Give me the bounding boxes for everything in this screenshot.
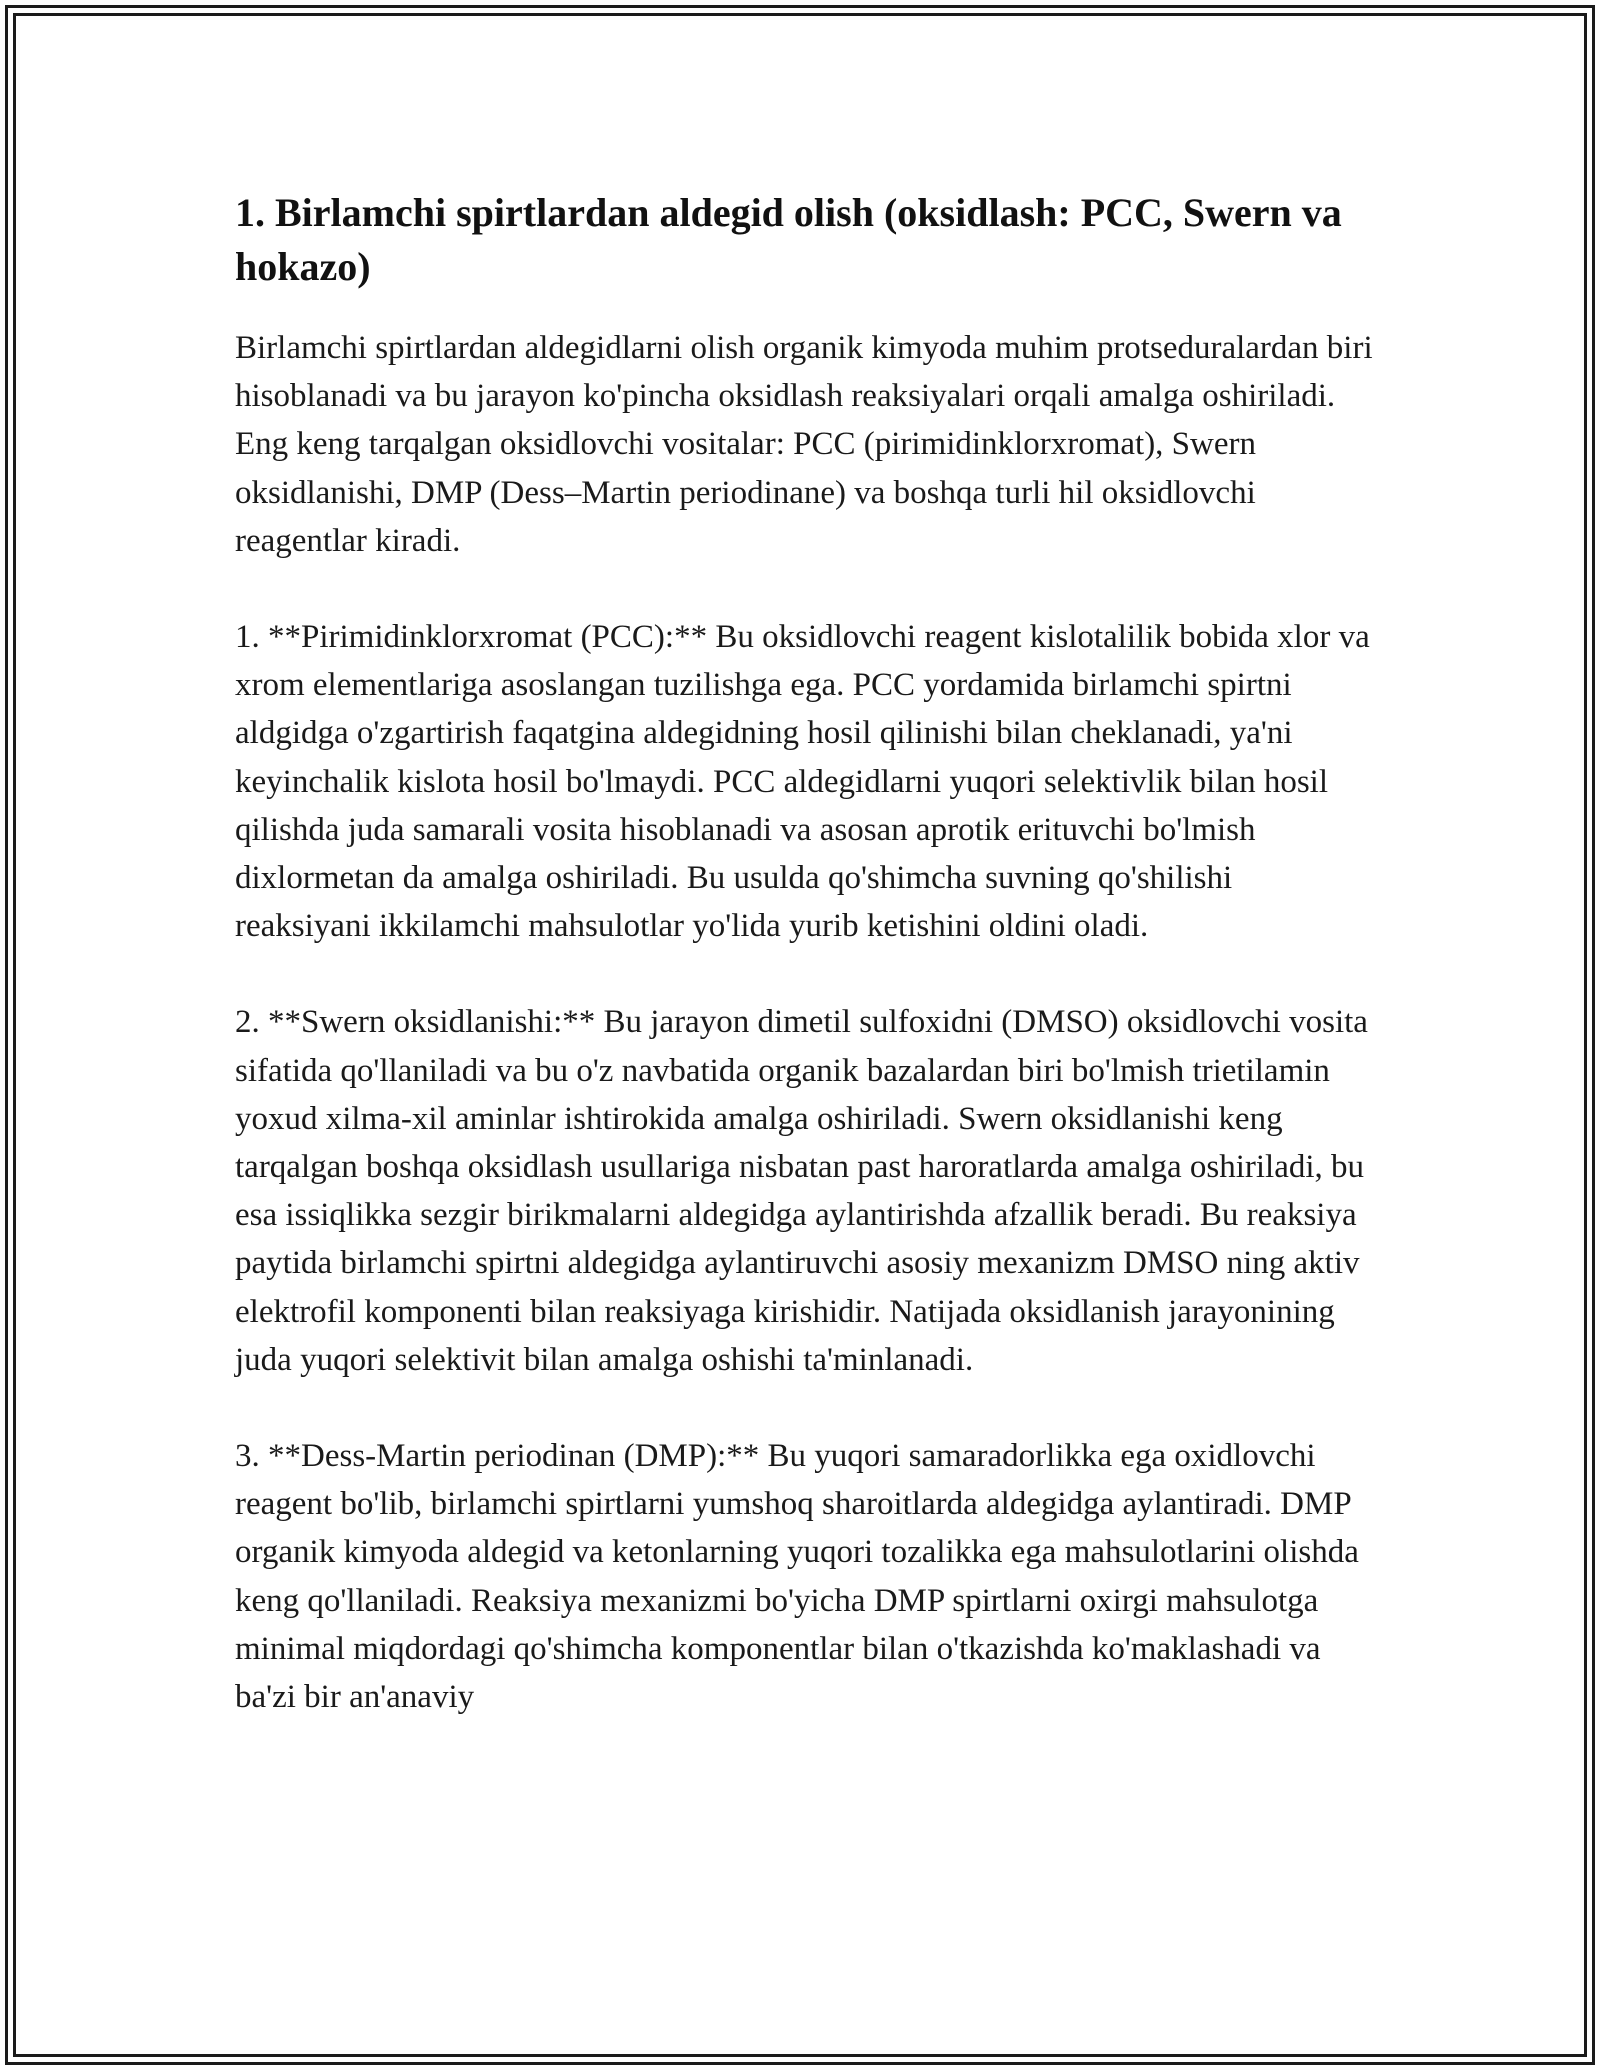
- intro-paragraph: Birlamchi spirtlardan aldegidlarni olish organik kimyoda muhim protseduralardan biri hisoblanadi va bu jarayon ko'pincha oksidlash reaksiyalari orqali amalga oshiriladi. Eng keng tarqalgan oksidlovchi vositalar: PCC (pirimidinklorxromat), Swern oksidlanishi, DMP (Dess–Martin periodinane) va boshqa turli hil oksidlovchi reagentlar kiradi.: [235, 330, 1373, 559]
- dmp-paragraph: 3. **Dess-Martin periodinan (DMP):** Bu yuqori samaradorlikka ega oxidlovchi reagent bo'lib, birlamchi spirtlarni yumshoq sharoitlarda aldegidga aylantiradi. DMP organik kimyoda aldegid va ketonlarning yuqori tozalikka ega mahsulotlarini olishda keng qo'llaniladi. Reaksiya mexanizmi bo'yicha DMP spirtlarni oxirgi mahsulotga minimal miqdordagi qo'shimcha komponentlar bilan o'tkazishda ko'maklashadi va ba'zi bir an'anaviy: [235, 1438, 1359, 1716]
- document-body: [235, 186, 1375, 1769]
- document-heading: 1. Birlamchi spirtlardan aldegid olish (oksidlash: PCC, Swern va hokazo): [235, 190, 1342, 289]
- swern-paragraph: 2. **Swern oksidlanishi:** Bu jarayon dimetil sulfoxidni (DMSO) oksidlovchi vosita sifatida qo'llaniladi va bu o'z navbatida organik bazalardan biri bo'lmish trietilamin yoxud xilma-xil aminlar ishtirokida amalga oshiriladi. Swern oksidlanishi keng tarqalgan boshqa oksidlash usullariga nisbatan past haroratlarda amalga oshiriladi, bu esa issiqlikka sezgir birikmalarni aldegidga aylantirishda afzallik beradi. Bu reaksiya paytida birlamchi spirtni aldegidga aylantiruvchi asosiy mexanizm DMSO ning aktiv elektrofil komponenti bilan reaksiyaga kirishidir. Natijada oksidlanish jarayonining juda yuqori selektivit bilan amalga oshishi ta'minlanadi.: [235, 1004, 1368, 1378]
- pcc-paragraph: 1. **Pirimidinklorxromat (PCC):** Bu oksidlovchi reagent kislotalilik bobida xlor va xrom elementlariga asoslangan tuzilishga ega. PCC yordamida birlamchi spirtni aldgidga o'zgartirish faqatgina aldegidning hosil qilinishi bilan cheklanadi, ya'ni keyinchalik kislota hosil bo'lmaydi. PCC aldegidlarni yuqori selektivlik bilan hosil qilishda juda samarali vosita hisoblanadi va asosan aprotik erituvchi bo'lmish dixlormetan da amalga oshiriladi. Bu usulda qo'shimcha suvning qo'shilishi reaksiyani ikkilamchi mahsulotlar yo'lida yurib ketishini oldini oladi.: [235, 619, 1370, 945]
